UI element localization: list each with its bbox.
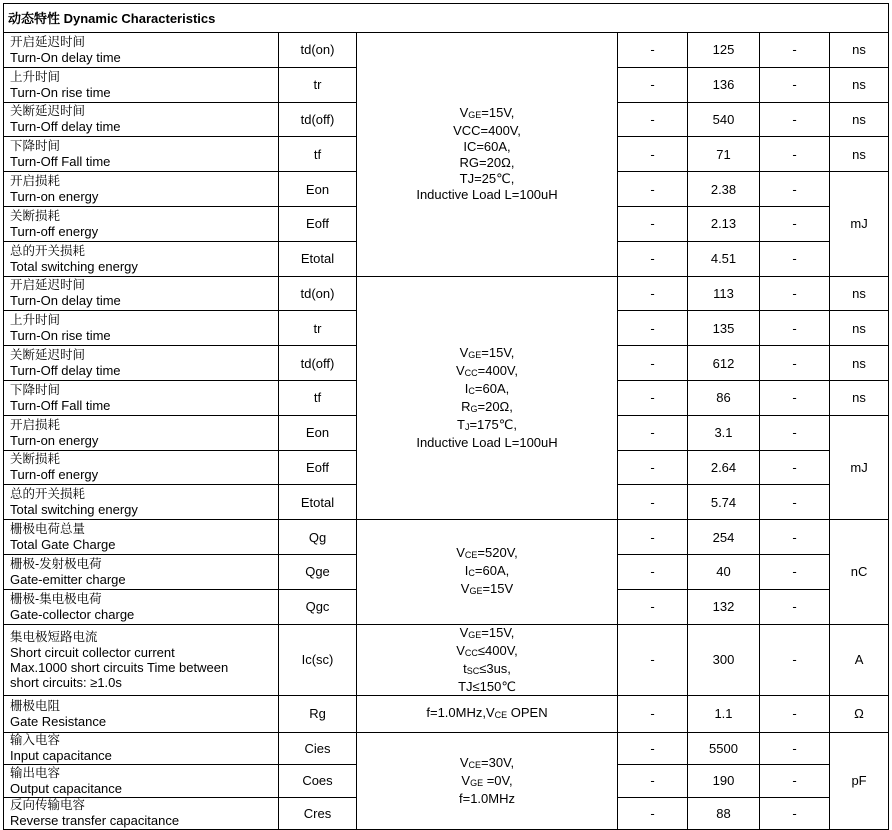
min-cell: -	[618, 276, 688, 311]
max-cell: -	[760, 311, 830, 346]
parameter-cell	[4, 206, 279, 241]
condition-line: $I_C=60A$,	[464, 562, 510, 578]
condition-line: $V_{GE}=15V$,	[459, 105, 515, 121]
max-cell: -	[760, 241, 830, 276]
symbol-cell: tr	[279, 311, 357, 346]
parameter-cell	[4, 797, 279, 830]
typ-cell: 132	[688, 589, 760, 624]
symbol-cell: Cres	[279, 797, 357, 830]
condition-line: f=1.0MHz	[459, 790, 515, 806]
typ-cell: 2.38	[688, 172, 760, 207]
min-cell: -	[618, 520, 688, 555]
condition-line: $V_{CC}\le 400V$,	[456, 642, 518, 658]
min-cell: -	[618, 346, 688, 381]
min-cell: -	[618, 695, 688, 732]
unit-cell: ns	[830, 276, 889, 311]
parameter-name-en: Short circuit collector current	[10, 644, 175, 660]
parameter-cell	[4, 415, 279, 450]
max-cell: -	[760, 380, 830, 415]
min-cell: -	[618, 241, 688, 276]
max-cell: -	[760, 102, 830, 137]
condition-line: $V_{CE}=30V$,	[459, 754, 515, 770]
parameter-name-en: Input capacitance	[10, 748, 112, 764]
symbol-cell: Coes	[279, 765, 357, 798]
parameter-cell	[4, 589, 279, 624]
parameter-name-en: Total switching energy	[10, 258, 138, 274]
min-cell: -	[618, 206, 688, 241]
unit-cell: ns	[830, 137, 889, 172]
parameter-name-en: Turn-on energy	[10, 432, 99, 448]
parameter-name-zh: 下降时间	[10, 382, 61, 397]
max-cell: -	[760, 797, 830, 830]
parameter-cell	[4, 695, 279, 732]
parameter-name-en: Turn-On delay time	[10, 293, 121, 309]
min-cell: -	[618, 624, 688, 695]
symbol-cell: Qge	[279, 554, 357, 589]
min-cell: -	[618, 137, 688, 172]
typ-cell: 5.74	[688, 485, 760, 520]
parameter-name-zh: 关断损耗	[10, 208, 61, 223]
symbol-cell: Eon	[279, 415, 357, 450]
parameter-name-en: Turn-Off Fall time	[10, 154, 111, 170]
parameter-name-en: Gate-collector charge	[10, 606, 135, 622]
symbol-cell: Eon	[279, 172, 357, 207]
parameter-cell	[4, 554, 279, 589]
max-cell: -	[760, 589, 830, 624]
symbol-cell: Etotal	[279, 241, 357, 276]
parameter-name-zh: 栅极-发射极电荷	[10, 556, 102, 571]
typ-cell: 136	[688, 67, 760, 102]
unit-cell: mJ	[830, 415, 889, 519]
symbol-cell: Cies	[279, 732, 357, 765]
max-cell: -	[760, 624, 830, 695]
unit-cell: A	[830, 624, 889, 695]
parameter-name-zh: 集电极短路电流	[10, 629, 98, 644]
min-cell: -	[618, 33, 688, 68]
condition-line: $R_G=20\Omega$,	[461, 398, 513, 414]
parameter-name-en: Turn-on energy	[10, 189, 99, 205]
parameter-name-zh: 关断损耗	[10, 452, 61, 467]
table-row	[4, 33, 889, 68]
condition-line: Inductive Load L=100uH	[416, 434, 558, 450]
parameter-name-zh: 开启损耗	[10, 174, 61, 189]
symbol-cell: td(on)	[279, 33, 357, 68]
parameter-name-zh: 开启延迟时间	[10, 34, 86, 49]
typ-cell: 5500	[688, 732, 760, 765]
parameter-cell	[4, 102, 279, 137]
min-cell: -	[618, 732, 688, 765]
parameter-cell	[4, 276, 279, 311]
parameter-cell	[4, 311, 279, 346]
condition-line: $t_{SC}\le 3us$,	[463, 660, 511, 676]
unit-cell: mJ	[830, 172, 889, 276]
symbol-cell: Etotal	[279, 485, 357, 520]
condition-line: IC=60A,	[463, 139, 511, 155]
min-cell: -	[618, 797, 688, 830]
typ-cell: 113	[688, 276, 760, 311]
table-row	[4, 732, 889, 765]
test-conditions	[357, 33, 618, 277]
max-cell: -	[760, 765, 830, 798]
symbol-cell: Eoff	[279, 206, 357, 241]
max-cell: -	[760, 520, 830, 555]
typ-cell: 135	[688, 311, 760, 346]
parameter-name-zh: 上升时间	[10, 69, 61, 84]
section-header: 动态特性 Dynamic Characteristics	[4, 4, 889, 33]
parameter-cell	[4, 346, 279, 381]
parameter-cell	[4, 241, 279, 276]
parameter-name-zh: 输出电容	[10, 765, 61, 780]
parameter-cell	[4, 137, 279, 172]
parameter-name-zh: 总的开关损耗	[10, 487, 86, 502]
max-cell: -	[760, 137, 830, 172]
typ-cell: 254	[688, 520, 760, 555]
parameter-cell	[4, 624, 279, 695]
condition-line: VCC=400V,	[453, 123, 521, 139]
parameter-name-en: Output capacitance	[10, 780, 123, 796]
typ-cell: 1.1	[688, 695, 760, 732]
parameter-cell	[4, 33, 279, 68]
parameter-name-en: Gate-emitter charge	[10, 571, 126, 587]
min-cell: -	[618, 67, 688, 102]
parameter-name-en: Reverse transfer capacitance	[10, 813, 180, 829]
condition-line: $V_{GE}=15V$,	[459, 344, 515, 360]
parameter-name-en: Turn-Off delay time	[10, 363, 121, 379]
typ-cell: 300	[688, 624, 760, 695]
condition-line: TJ≤150℃	[458, 678, 516, 694]
parameter-name-en: Turn-Off Fall time	[10, 397, 111, 413]
unit-cell: ns	[830, 67, 889, 102]
condition-line: $V_{GE}=15V$,	[459, 624, 515, 640]
parameter-cell	[4, 485, 279, 520]
test-conditions	[357, 520, 618, 624]
condition-line: TJ=25℃,	[459, 171, 515, 187]
symbol-cell: tf	[279, 380, 357, 415]
parameter-name-zh: 栅极-集电极电荷	[10, 591, 102, 606]
condition-line: RG=20Ω,	[459, 155, 515, 171]
max-cell: -	[760, 346, 830, 381]
max-cell: -	[760, 33, 830, 68]
parameter-name-zh: 下降时间	[10, 139, 61, 154]
table-row	[4, 624, 889, 695]
symbol-cell: tf	[279, 137, 357, 172]
parameter-cell	[4, 450, 279, 485]
parameter-name-zh: 上升时间	[10, 313, 61, 328]
condition-line: $I_C=60A$,	[464, 380, 510, 396]
max-cell: -	[760, 554, 830, 589]
min-cell: -	[618, 450, 688, 485]
symbol-cell: td(on)	[279, 276, 357, 311]
parameter-name-zh: 总的开关损耗	[10, 243, 86, 258]
min-cell: -	[618, 172, 688, 207]
symbol-cell: Eoff	[279, 450, 357, 485]
min-cell: -	[618, 589, 688, 624]
parameter-name-en: Total switching energy	[10, 502, 138, 518]
min-cell: -	[618, 415, 688, 450]
dynamic-characteristics-table	[3, 3, 889, 830]
typ-cell: 125	[688, 33, 760, 68]
max-cell: -	[760, 732, 830, 765]
symbol-cell: td(off)	[279, 102, 357, 137]
unit-cell: ns	[830, 346, 889, 381]
min-cell: -	[618, 765, 688, 798]
max-cell: -	[760, 450, 830, 485]
unit-cell: ns	[830, 33, 889, 68]
max-cell: -	[760, 276, 830, 311]
parameter-cell	[4, 172, 279, 207]
table-row	[4, 520, 889, 555]
min-cell: -	[618, 102, 688, 137]
condition-line: $V_{CC}=400V$,	[455, 362, 519, 378]
test-conditions	[357, 624, 618, 695]
symbol-cell: Qgc	[279, 589, 357, 624]
max-cell: -	[760, 415, 830, 450]
typ-cell: 2.13	[688, 206, 760, 241]
typ-cell: 40	[688, 554, 760, 589]
min-cell: -	[618, 380, 688, 415]
unit-cell: ns	[830, 380, 889, 415]
condition-line: $V_{GE} =0V$,	[461, 772, 513, 788]
min-cell: -	[618, 554, 688, 589]
typ-cell: 4.51	[688, 241, 760, 276]
condition-line: Inductive Load L=100uH	[416, 187, 558, 203]
condition-line: $V_{GE}=15V$	[460, 580, 514, 596]
parameter-name-en: Turn-On rise time	[10, 328, 111, 344]
max-cell: -	[760, 695, 830, 732]
parameter-name-zh: 反向传输电容	[10, 798, 86, 813]
parameter-name-en: Turn-Off delay time	[10, 119, 121, 135]
max-cell: -	[760, 172, 830, 207]
condition-line: $f=1.0MHz,V_{CE}$ OPEN	[426, 704, 548, 720]
parameter-name-zh: 关断延迟时间	[10, 348, 86, 363]
max-cell: -	[760, 485, 830, 520]
parameter-name-zh: 栅极电阻	[10, 698, 61, 713]
parameter-cell	[4, 380, 279, 415]
symbol-cell: Ic(sc)	[279, 624, 357, 695]
parameter-cell	[4, 67, 279, 102]
parameter-name-zh: 开启损耗	[10, 417, 61, 432]
max-cell: -	[760, 206, 830, 241]
table-row	[4, 695, 889, 732]
parameter-name-zh: 栅极电荷总量	[10, 522, 86, 537]
parameter-cell	[4, 732, 279, 765]
parameter-name-zh: 关断延迟时间	[10, 104, 86, 119]
typ-cell: 71	[688, 137, 760, 172]
parameter-name-en: Turn-On rise time	[10, 84, 111, 100]
parameter-cell	[4, 765, 279, 798]
typ-cell: 86	[688, 380, 760, 415]
parameter-name-en: Total Gate Charge	[10, 537, 116, 553]
max-cell: -	[760, 67, 830, 102]
symbol-cell: Qg	[279, 520, 357, 555]
parameter-note: Max.1000 short circuits Time between	[10, 659, 229, 675]
condition-line: $V_{CE}=520V$,	[456, 544, 518, 560]
unit-cell: ns	[830, 102, 889, 137]
table-row	[4, 276, 889, 311]
min-cell: -	[618, 311, 688, 346]
parameter-name-en: Turn-off energy	[10, 223, 99, 239]
parameter-name-zh: 开启延迟时间	[10, 278, 86, 293]
parameter-name-en: Turn-On delay time	[10, 49, 121, 65]
min-cell: -	[618, 485, 688, 520]
test-conditions	[357, 732, 618, 830]
typ-cell: 612	[688, 346, 760, 381]
unit-cell: nC	[830, 520, 889, 624]
symbol-cell: tr	[279, 67, 357, 102]
test-conditions	[357, 276, 618, 520]
parameter-cell	[4, 520, 279, 555]
condition-line: $T_J=175℃$,	[457, 416, 517, 432]
unit-cell: ns	[830, 311, 889, 346]
parameter-name-en: Turn-off energy	[10, 467, 99, 483]
typ-cell: 190	[688, 765, 760, 798]
parameter-note: short circuits: ≥1.0s	[10, 674, 122, 690]
typ-cell: 2.64	[688, 450, 760, 485]
unit-cell: pF	[830, 732, 889, 830]
parameter-name-zh: 输入电容	[10, 733, 61, 748]
test-conditions	[357, 695, 618, 732]
symbol-cell: Rg	[279, 695, 357, 732]
unit-cell: Ω	[830, 695, 889, 732]
typ-cell: 540	[688, 102, 760, 137]
symbol-cell: td(off)	[279, 346, 357, 381]
typ-cell: 88	[688, 797, 760, 830]
parameter-name-en: Gate Resistance	[10, 713, 107, 729]
typ-cell: 3.1	[688, 415, 760, 450]
